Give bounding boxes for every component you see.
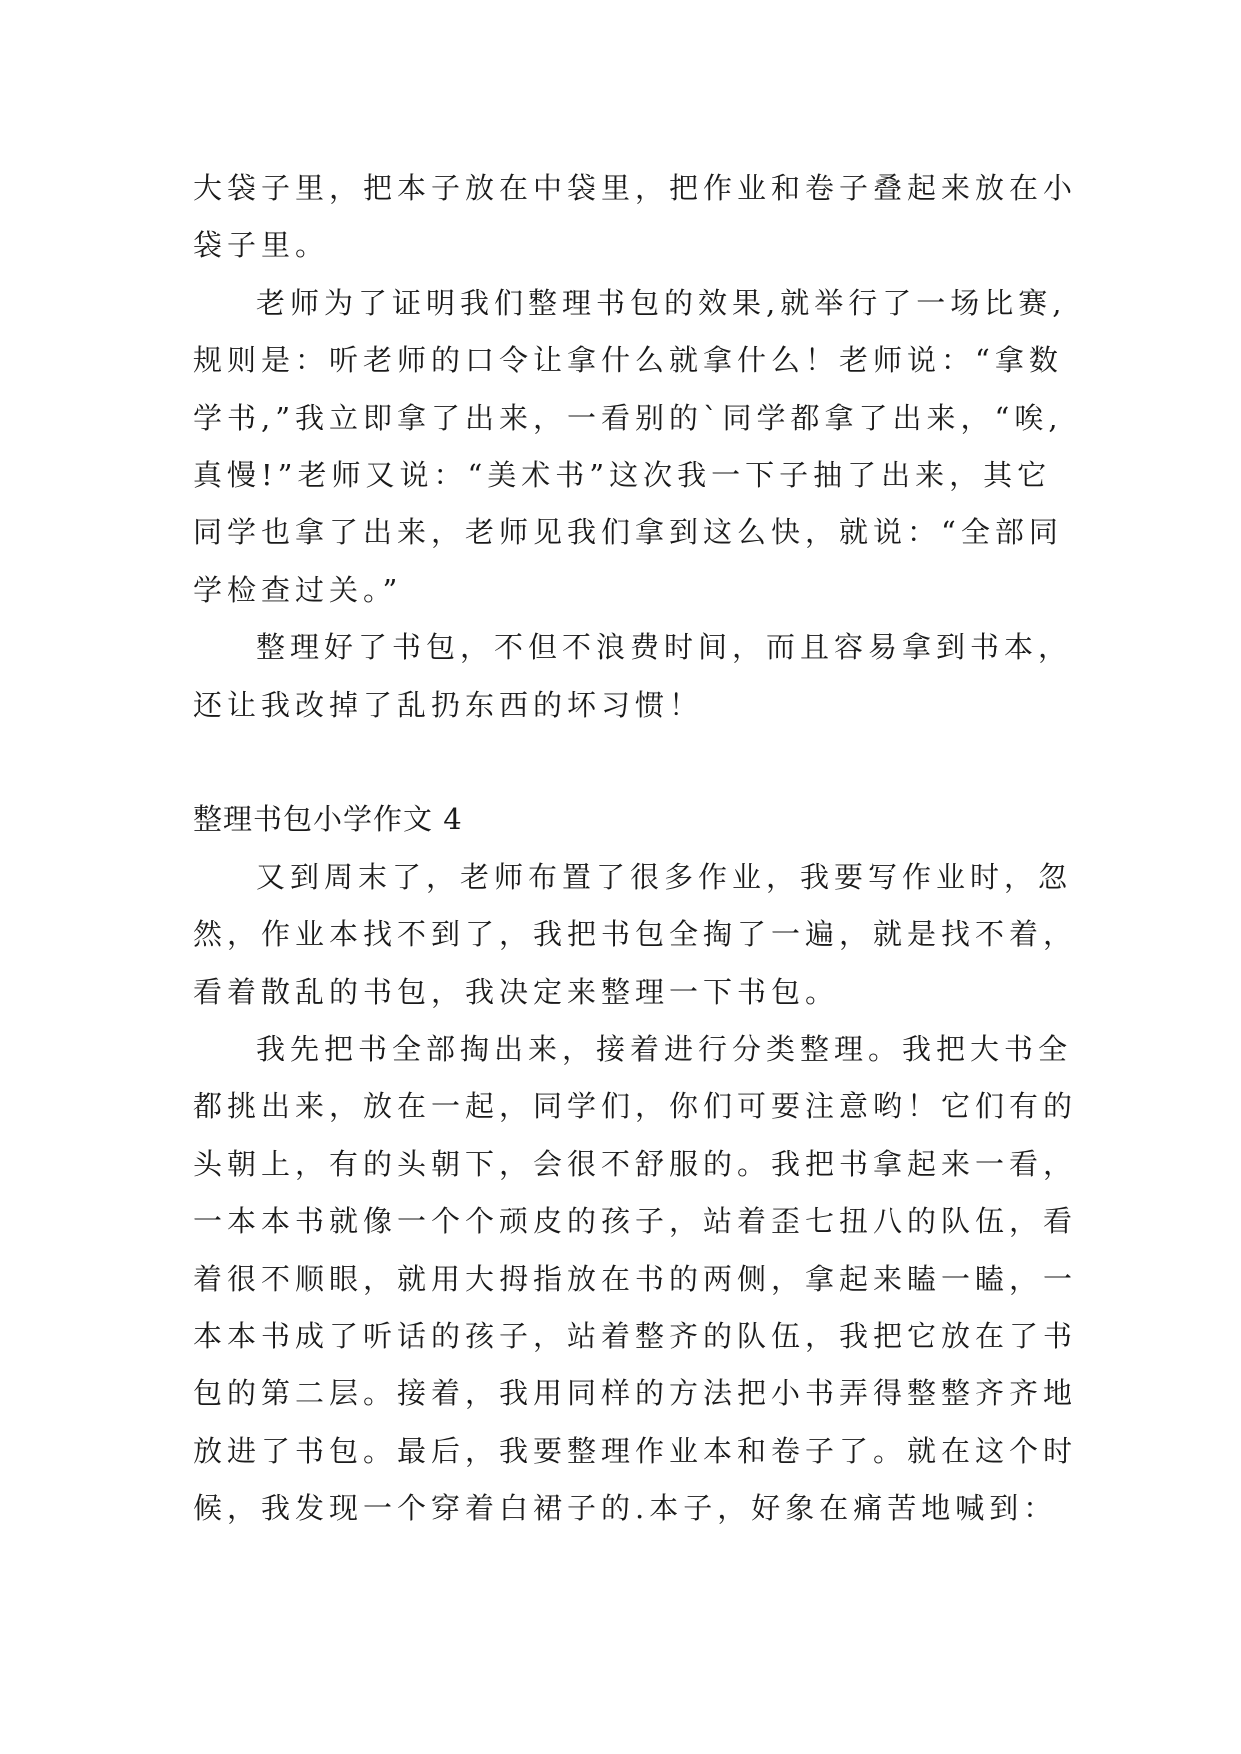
text-line: 然，作业本找不到了，我把书包全掏了一遍，就是找不着， bbox=[193, 917, 1078, 951]
text-line: 着很不顺眼，就用大拇指放在书的两侧，拿起来瞌一瞌，一 bbox=[193, 1262, 1078, 1296]
text-line: 头朝上，有的头朝下，会很不舒服的。我把书拿起来一看， bbox=[193, 1147, 1078, 1181]
text-line: 规则是：听老师的口令让拿什么就拿什么！老师说：“拿数 bbox=[193, 343, 1063, 377]
text-line: 又到周末了，老师布置了很多作业，我要写作业时，忽 bbox=[256, 860, 1073, 894]
text-line: 真慢!”老师又说：“美术书”这次我一下子抽了出来，其它 bbox=[193, 458, 1052, 492]
section-title: 整理书包小学作文 4 bbox=[193, 802, 463, 836]
text-line: 一本本书就像一个个顽皮的孩子，站着歪七扭八的队伍，看 bbox=[193, 1204, 1078, 1238]
text-line: 袋子里。 bbox=[193, 228, 330, 262]
text-line: 大袋子里，把本子放在中袋里，把作业和卷子叠起来放在小 bbox=[193, 171, 1078, 205]
text-line: 老师为了证明我们整理书包的效果,就举行了一场比赛, bbox=[256, 286, 1067, 320]
text-line: 放进了书包。最后，我要整理作业本和卷子了。就在这个时 bbox=[193, 1434, 1078, 1468]
text-line: 本本书成了听话的孩子，站着整齐的队伍，我把它放在了书 bbox=[193, 1319, 1078, 1353]
text-line: 学检查过关。” bbox=[193, 573, 403, 607]
text-line: 同学也拿了出来，老师见我们拿到这么快，就说：“全部同 bbox=[193, 515, 1063, 549]
text-line: 整理好了书包，不但不浪费时间，而且容易拿到书本， bbox=[256, 630, 1073, 664]
text-line: 我先把书全部掏出来，接着进行分类整理。我把大书全 bbox=[256, 1032, 1073, 1066]
text-line: 都挑出来，放在一起，同学们，你们可要注意哟！它们有的 bbox=[193, 1089, 1078, 1123]
text-line: 包的第二层。接着，我用同样的方法把小书弄得整整齐齐地 bbox=[193, 1376, 1078, 1410]
text-line: 学书,”我立即拿了出来，一看别的`同学都拿了出来，“唉, bbox=[193, 401, 1063, 435]
text-line: 看着散乱的书包，我决定来整理一下书包。 bbox=[193, 975, 840, 1009]
text-line: 候，我发现一个穿着白裙子的.本子，好象在痛苦地喊到： bbox=[193, 1491, 1058, 1525]
text-line: 还让我改掉了乱扔东西的坏习惯！ bbox=[193, 688, 704, 722]
